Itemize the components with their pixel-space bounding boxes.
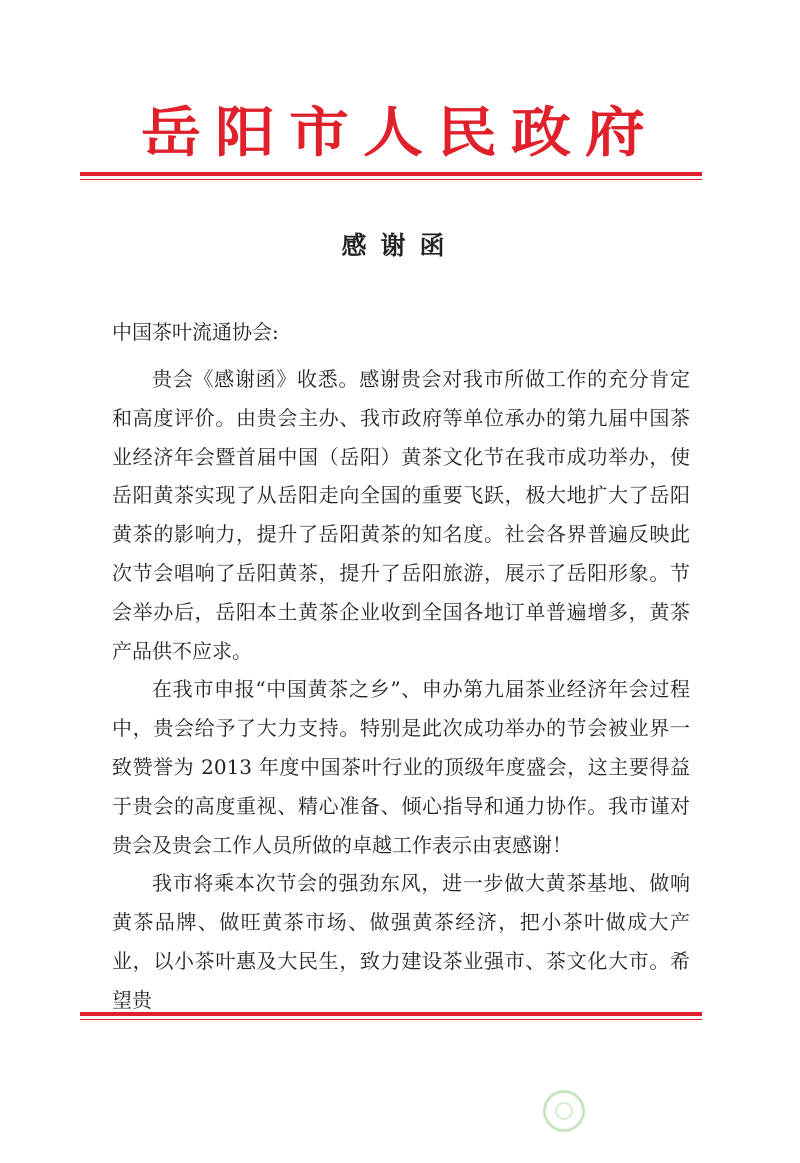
letter-body xyxy=(112,360,690,1020)
salutation: 中国茶叶流通协会: xyxy=(112,320,279,344)
watermark-seal-icon xyxy=(543,1090,585,1132)
paragraph-3: 我市将乘本次节会的强劲东风，进一步做大黄茶基地、做响黄茶品牌、做旺黄茶市场、做强黄茶经济，把小茶叶做成大产业，以小茶叶惠及大民生，致力建设茶业强市、茶文化大市。希望贵 xyxy=(112,871,690,1012)
letter-title: 感谢函 xyxy=(341,231,459,260)
paragraph-2: 在我市申报“中国黄茶之乡”、申办第九届茶业经济年会过程中，贵会给予了大力支持。特别是此次成功举办的节会被业界一致赞誉为 2013 年度中国茶叶行业的顶级年度盛会，这主要得益于贵会的高度重视、精心准备、倾心指导和通力协作。我市谨对贵会及贵会工作人员所做的卓越工作表示由衷感谢！ xyxy=(112,677,690,857)
letterhead-title: 岳阳市人民政府 xyxy=(141,101,659,165)
letterhead-divider xyxy=(80,172,702,180)
footer-divider xyxy=(80,1012,702,1020)
paragraph-1: 贵会《感谢函》收悉。感谢贵会对我市所做工作的充分肯定和高度评价。由贵会主办、我市政府等单位承办的第九届中国茶业经济年会暨首届中国（岳阳）黄茶文化节在我市成功举办，使岳阳黄茶实现了从岳阳走向全国的重要飞跃，极大地扩大了岳阳黄茶的影响力，提升了岳阳黄茶的知名度。社会各界普遍反映此次节会唱响了岳阳黄茶，提升了岳阳旅游，展示了岳阳形象。节会举办后，岳阳本土黄茶企业收到全国各地订单普遍增多，黄茶产品供不应求。 xyxy=(112,367,690,663)
